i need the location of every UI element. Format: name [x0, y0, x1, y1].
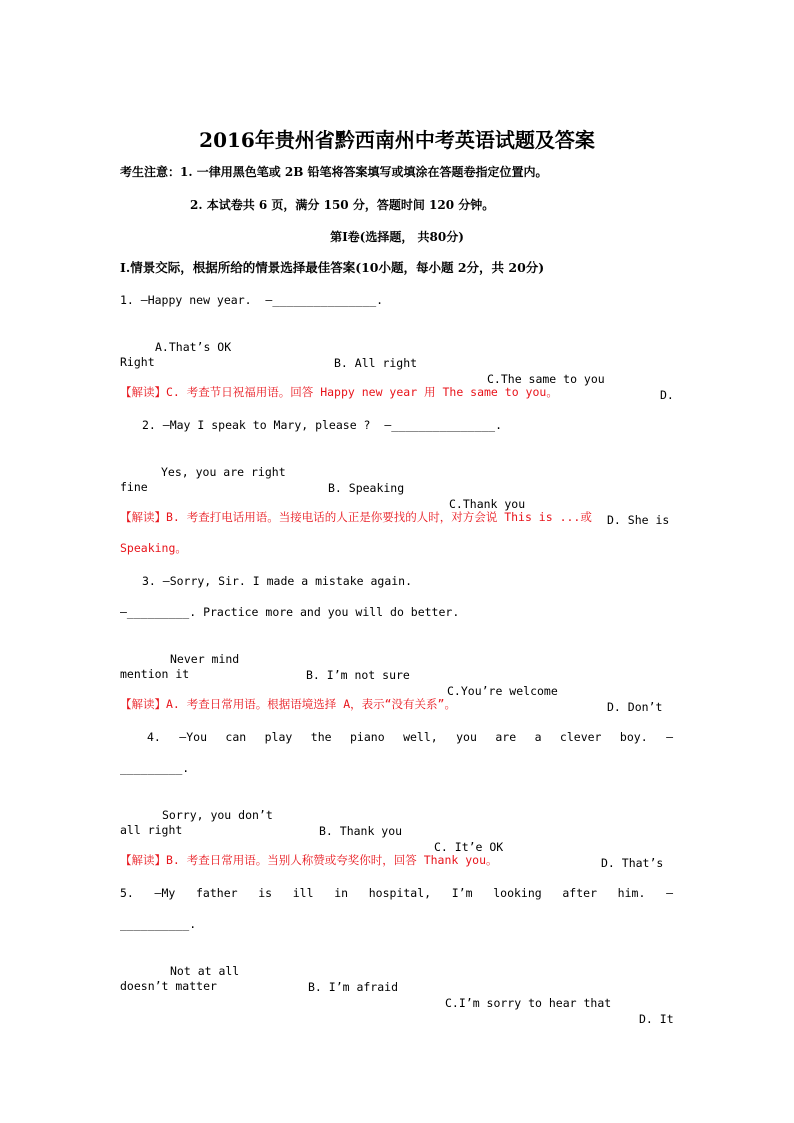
option-b: B. I’m not sure [306, 668, 410, 682]
exam-notice-1: 考生注意：1. 一律用黑色笔或 2B 铅笔将答案填写或填涂在答题卷指定位置内。 [120, 165, 548, 179]
option-wrap: fine [120, 480, 148, 494]
document-title: 2016年贵州省黔西南州中考英语试题及答案 [199, 128, 595, 152]
answer-explanation-cont: Speaking。 [120, 541, 187, 555]
question-stem: 2. —May I speak to Mary, please ? —_______________. [142, 418, 503, 432]
question-options [120, 448, 676, 544]
option-a: Sorry, you don’t [162, 808, 273, 822]
answer-explanation: 【解读】C. 考查节日祝福用语。回答 Happy new year 用 The same to you。 [120, 385, 558, 399]
option-d: D. She is [607, 513, 670, 527]
option-c: C.The same to you [487, 372, 605, 386]
option-wrap: mention it [120, 667, 190, 681]
question-options [120, 947, 676, 1043]
option-d: D. That’s [601, 856, 664, 870]
option-b: B. All right [334, 356, 418, 370]
question-options [120, 635, 676, 731]
option-b: B. Speaking [328, 481, 405, 495]
answer-explanation: 【解读】B. 考查日常用语。当别人称赞或夸奖你时，回答 Thank you。 [120, 853, 498, 867]
option-b: B. I’m afraid [308, 980, 399, 994]
option-wrap: Right [120, 355, 155, 369]
option-wrap: all right [120, 823, 183, 837]
option-a: Yes, you are right [161, 465, 286, 479]
option-c: C.I’m sorry to hear that [445, 996, 612, 1010]
question-options [120, 791, 676, 887]
question-stem: 1. —Happy new year. —_______________. [120, 293, 384, 307]
question-stem-cont: __________. [120, 917, 197, 931]
section-heading: Ⅰ.情景交际，根据所给的情景选择最佳答案(10小题，每小题 2分，共 20分) [120, 260, 545, 275]
option-a: A.That’s OK [155, 340, 232, 354]
volume-heading: 第Ⅰ卷(选择题， 共80分) [330, 230, 464, 244]
option-c: C. It’e OK [434, 840, 504, 854]
option-d: D. [660, 388, 674, 402]
question-stem-cont: _________. [120, 761, 190, 775]
option-d: D. Don’t [607, 700, 663, 714]
question-stem: 4. —You can play the piano well, you are a clever boy. — [147, 730, 673, 744]
exam-notice-2: 2. 本试卷共 6 页，满分 150 分，答题时间 120 分钟。 [190, 198, 495, 212]
question-options [120, 323, 676, 419]
option-c: C.You’re welcome [447, 684, 558, 698]
option-d: D. It [639, 1012, 674, 1026]
question-stem-cont: —_________. Practice more and you will do better. [120, 605, 460, 619]
option-wrap: doesn’t matter [120, 979, 217, 993]
option-a: Never mind [170, 652, 240, 666]
answer-explanation: 【解读】B. 考查打电话用语。当接电话的人正是你要找的人时，对方会说 This is ...或 [120, 510, 592, 524]
option-c: C.Thank you [449, 497, 526, 511]
question-stem: 5. —My father is ill in hospital, I’m looking after him. — [120, 886, 673, 900]
option-b: B. Thank you [319, 824, 403, 838]
answer-explanation: 【解读】A. 考查日常用语。根据语境选择 A，表示“没有关系”。 [120, 697, 456, 711]
question-stem: 3. —Sorry, Sir. I made a mistake again. [142, 574, 413, 588]
option-a: Not at all [170, 964, 240, 978]
